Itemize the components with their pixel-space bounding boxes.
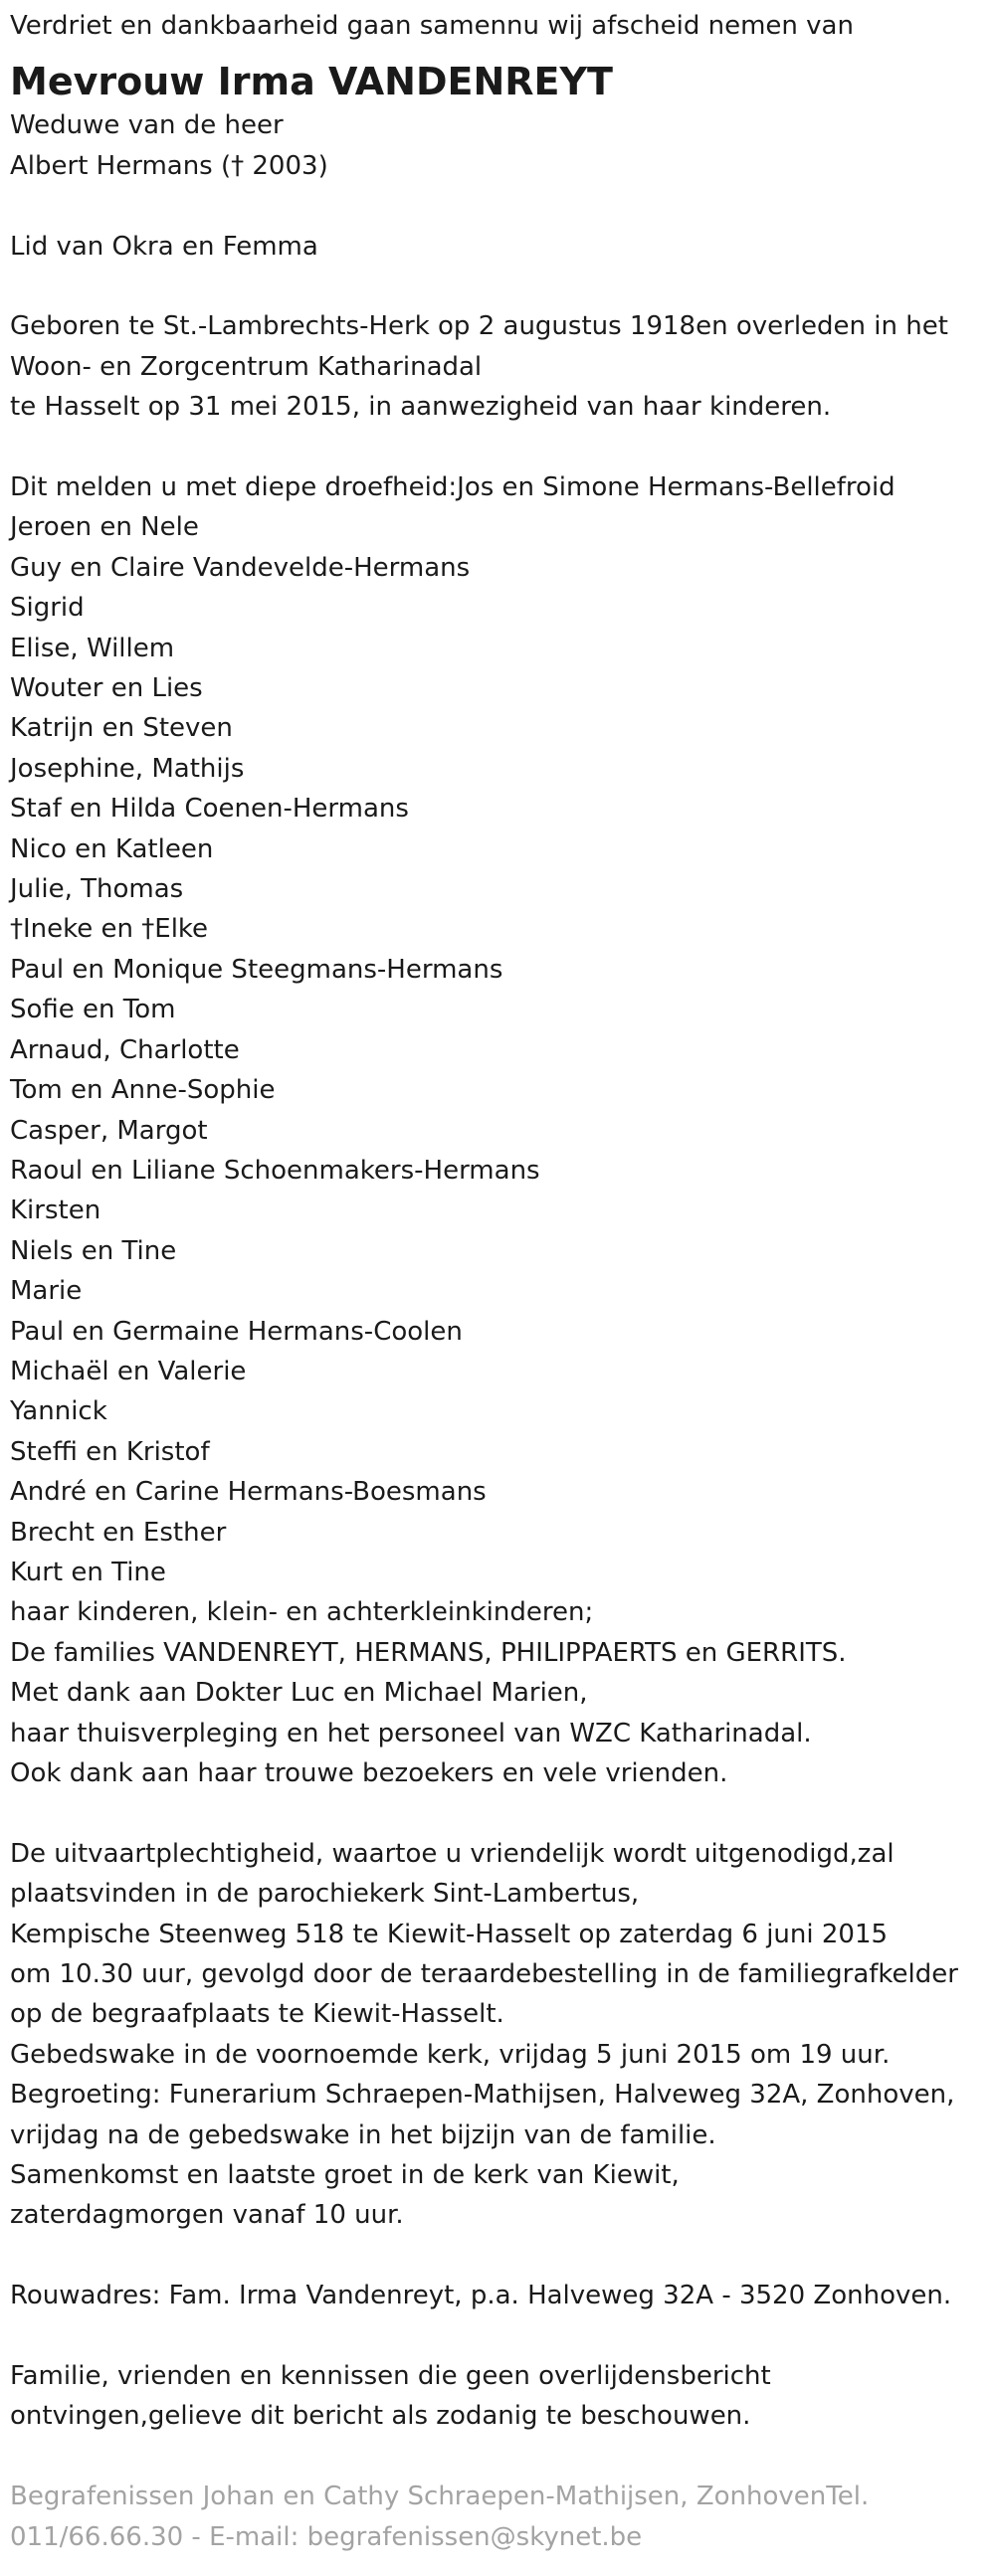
- text-line: vrijdag na de gebedswake in het bijzijn van de familie.: [10, 2119, 716, 2150]
- text-line: Ook dank aan haar trouwe bezoekers en vele vrienden.: [10, 1758, 728, 1789]
- text-line: Paul en Germaine Hermans-Coolen: [10, 1316, 463, 1347]
- text-line: Steffi en Kristof: [10, 1436, 210, 1467]
- text-line: Tom en Anne-Sophie: [10, 1075, 276, 1106]
- paragraph-spacer: [10, 428, 985, 467]
- text-line: Guy en Claire Vandevelde-Hermans: [10, 552, 471, 583]
- text-line: Katrijn en Steven: [10, 713, 233, 744]
- text-line: André en Carine Hermans-Boesmans: [10, 1477, 487, 1508]
- text-line: Brecht en Esther: [10, 1517, 227, 1548]
- text-line: Julie, Thomas: [10, 874, 184, 905]
- text-line: Familie, vrienden en kennissen die geen overlijdensbericht: [10, 2361, 771, 2392]
- intro-text: Verdriet en dankbaarheid gaan samennu wij afscheid nemen van: [10, 11, 854, 41]
- text-line: Sigrid: [10, 593, 85, 624]
- text-line: haar kinderen, klein- en achterkleinkinderen;: [10, 1597, 594, 1628]
- text-line: Geboren te St.-Lambrechts-Herk op 2 augustus 1918en overleden in het: [10, 311, 948, 342]
- text-line: Weduwe van de heer: [10, 110, 284, 141]
- text-line: Niels en Tine: [10, 1235, 177, 1266]
- paragraph: [10, 306, 985, 427]
- paragraph: [10, 2356, 985, 2437]
- text-line: Arnaud, Charlotte: [10, 1034, 240, 1065]
- text-line: Michaël en Valerie: [10, 1356, 247, 1386]
- text-line: Dit melden u met diepe droefheid:Jos en Simone Hermans-Bellefroid: [10, 472, 896, 503]
- text-line: Marie: [10, 1276, 83, 1307]
- paragraph: [10, 467, 985, 1793]
- text-line: Gebedswake in de voornoemde kerk, vrijdag 5 juni 2015 om 19 uur.: [10, 2039, 891, 2070]
- deceased-name: Mevrouw Irma VANDENREYT: [10, 60, 613, 104]
- text-line: Kempische Steenweg 518 te Kiewit-Hasselt op zaterdag 6 juni 2015: [10, 1919, 889, 1949]
- text-line: Rouwadres: Fam. Irma Vandenreyt, p.a. Halveweg 32A - 3520 Zonhoven.: [10, 2281, 952, 2311]
- paragraph-spacer: [10, 2316, 985, 2356]
- text-line: om 10.30 uur, gevolgd door de teraardebestelling in de familiegrafkelder: [10, 1959, 958, 1990]
- text-line: Yannick: [10, 1396, 107, 1427]
- text-line: Josephine, Mathijs: [10, 753, 245, 784]
- text-line: op de begraafplaats te Kiewit-Hasselt.: [10, 1999, 504, 2030]
- paragraph: [10, 227, 985, 267]
- text-line: haar thuisverpleging en het personeel van WZC Katharinadal.: [10, 1718, 812, 1748]
- text-line: te Hasselt op 31 mei 2015, in aanwezigheid van haar kinderen.: [10, 392, 832, 423]
- text-line: Raoul en Liliane Schoenmakers-Hermans: [10, 1155, 540, 1186]
- text-line: zaterdagmorgen vanaf 10 uur.: [10, 2200, 404, 2231]
- paragraph-spacer: [10, 267, 985, 306]
- paragraph-spacer: [10, 186, 985, 226]
- text-line: Woon- en Zorgcentrum Katharinadal: [10, 351, 483, 382]
- text-line: Sofie en Tom: [10, 995, 176, 1025]
- text-line: Jeroen en Nele: [10, 512, 199, 543]
- paragraph-spacer: [10, 1793, 985, 1833]
- obituary-body: [10, 105, 985, 2436]
- text-line: Elise, Willem: [10, 633, 175, 663]
- text-line: Kirsten: [10, 1196, 101, 1226]
- paragraph-spacer: [10, 2236, 985, 2276]
- text-line: Paul en Monique Steegmans-Hermans: [10, 954, 503, 985]
- text-line: Casper, Margot: [10, 1115, 208, 1146]
- text-line: plaatsvinden in de parochiekerk Sint-Lambertus,: [10, 1879, 640, 1910]
- text-line: Begroeting: Funerarium Schraepen-Mathijsen, Halveweg 32A, Zonhoven,: [10, 2080, 955, 2111]
- text-line: Met dank aan Dokter Luc en Michael Marien,: [10, 1678, 588, 1709]
- footer-line: 011/66.66.30 - E-mail: begrafenissen@skynet.be: [10, 2521, 643, 2552]
- text-line: Nico en Katleen: [10, 833, 214, 864]
- paragraph: [10, 1834, 985, 2236]
- text-line: Staf en Hilda Coenen-Hermans: [10, 794, 409, 825]
- footer-line: Begrafenissen Johan en Cathy Schraepen-Mathijsen, ZonhovenTel.: [10, 2482, 870, 2512]
- paragraph: [10, 105, 985, 186]
- text-line: De uitvaartplechtigheid, waartoe u vriendelijk wordt uitgenodigd,zal: [10, 1838, 895, 1869]
- paragraph: [10, 2276, 985, 2315]
- text-line: Albert Hermans († 2003): [10, 150, 328, 181]
- text-line: Lid van Okra en Femma: [10, 231, 318, 262]
- text-line: ontvingen,gelieve dit bericht als zodanig te beschouwen.: [10, 2401, 751, 2432]
- text-line: De families VANDENREYT, HERMANS, PHILIPPAERTS en GERRITS.: [10, 1637, 847, 1668]
- text-line: Wouter en Lies: [10, 673, 203, 704]
- funeral-home-footer: [10, 2477, 985, 2557]
- text-line: Samenkomst en laatste groet in de kerk van Kiewit,: [10, 2160, 680, 2191]
- text-line: Kurt en Tine: [10, 1557, 166, 1587]
- spacer: [10, 2437, 985, 2477]
- text-line: †Ineke en †Elke: [10, 914, 209, 945]
